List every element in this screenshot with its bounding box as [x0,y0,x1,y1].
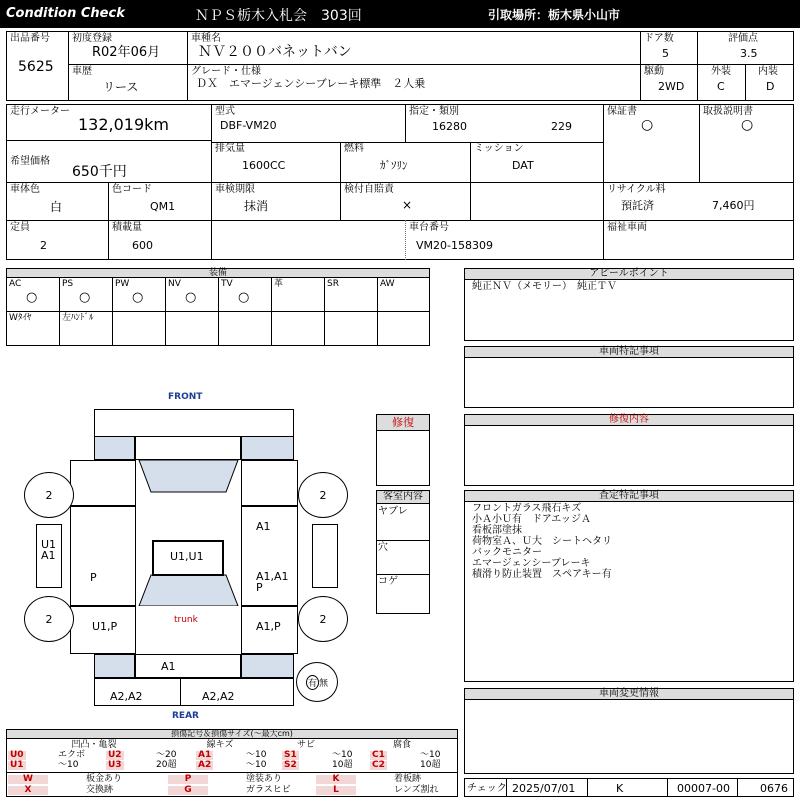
interior-label: 内装 [758,66,778,77]
hood [135,436,241,460]
legend-meaning: 〜10 [420,750,441,760]
equipment-value: ○ [79,290,91,305]
recycle-status: 預託済 [621,199,654,212]
mission-label: ミッション [474,143,524,154]
change-info-section [464,688,794,774]
equipment-label: NV [168,279,181,289]
inspection-note-line: バックモニター [472,547,542,558]
category: 229 [551,120,572,133]
legend-meaning: 〜10 [332,750,353,760]
displacement: 1600CC [242,159,286,172]
spare-yes: 有 [306,675,319,690]
exterior: C [717,80,725,93]
exterior-label: 外装 [711,66,731,77]
footer-number: 0676 [760,782,788,795]
equipment-label: TV [221,279,233,289]
equipment-value: ○ [185,290,197,305]
equipment-label: AW [380,279,395,289]
legend-title: 損傷記号＆損傷サイズ(〜最大cm) [6,729,458,739]
check-date: 2025/07/01 [512,782,576,795]
mileage-label: 走行メーター [10,106,70,117]
doors-label: ドア数 [644,33,674,44]
fuel-label: 燃料 [344,143,364,154]
type: DBF-VM20 [220,119,277,132]
color: 白 [50,200,63,214]
equipment-extra: 左ﾊﾝﾄﾞﾙ [62,313,94,323]
history: リース [103,80,139,94]
pickup-location: 引取場所：栃木県小山市 [488,8,621,22]
legend-code: L [316,786,356,795]
rear-label: REAR [172,711,199,721]
designation: 16280 [432,120,467,133]
right-mirror-box [312,524,338,588]
legend-group: 線キズ [206,740,234,750]
taillight-left [94,654,135,678]
legend-code: G [168,786,208,795]
legend-meaning: 〜10 [246,750,267,760]
mark-right-rear: A1,P [256,620,281,633]
tire-rear-left: 2 [24,596,74,642]
form-title: Condition Check [6,6,125,21]
taillight-right [241,654,294,678]
legend-meaning: 着板跡 [394,774,422,784]
check-label: チェック [467,783,507,794]
equipment-label: PW [115,279,130,289]
cabin-title: 客室内容 [376,490,430,504]
tire-front-left: 2 [24,472,74,518]
equipment-value: ○ [26,290,38,305]
first-reg: R02年06月 [92,45,161,60]
legend-group: サビ [296,740,315,750]
back-door [135,654,241,678]
auction-name: ＮＰＳ栃木入札会 303回 [195,8,362,24]
drive: 2WD [658,80,685,93]
legend-meaning: 10超 [420,760,441,770]
headlight-right [241,436,294,460]
cabin-hole: 穴 [378,542,388,553]
lot-no: 5625 [18,59,54,75]
warranty: ○ [641,117,654,133]
equipment-value: ○ [238,290,250,305]
tire-rear-right: 2 [298,596,348,642]
mark-left-rear: U1,P [92,620,118,633]
legend-meaning: 交換跡 [86,785,114,795]
price-label: 希望価格 [10,156,50,167]
load-label: 積載量 [112,222,142,233]
left-fender [70,460,136,506]
inspector: K [616,782,624,795]
inspection-note-line: エマージェンシーブレーキ [472,558,591,569]
legend-code: U0 [10,750,24,760]
legend-code: S1 [284,750,297,760]
legend-code: K [316,775,356,784]
left-doors [70,506,136,606]
inspection-note-line: 看板部塗抹 [472,525,522,536]
color-code-label: 色コード [112,184,152,195]
tire-front-right: 2 [298,472,348,518]
legend-code: U2 [108,750,122,760]
spare-no: 無 [319,678,329,689]
mileage: 132,019km [78,115,170,134]
model-name-label: 車種名 [191,33,221,44]
repair-title: 修復 [376,414,430,431]
legend-code: S2 [284,760,297,770]
doors: 5 [662,47,669,60]
mark-right-mid: A1,A1 P [256,570,289,594]
inspection-note-line: 積滑り防止装置 スペアキー有 [472,569,612,580]
footer-code: 00007-00 [677,782,730,795]
legend-meaning: 〜20 [156,750,177,760]
legend-code: X [8,786,48,795]
legend-meaning: 〜10 [58,760,79,770]
legend-meaning: 塗装あり [246,774,283,784]
legend-code: W [8,775,48,784]
roof-windshield-diagram [136,460,241,606]
inspection-note-line: 荷物室Ａ、Ｕ大 シートヘタリ [472,536,612,547]
inspection-notes-title: 査定特記事項 [464,490,794,502]
lot-no-label: 出品番号 [10,33,50,44]
grade: ＤＸ エマージェンシーブレーキ標準 ２人乗 [196,77,426,90]
front-bumper [94,409,294,437]
mark-right-front: A1 [256,520,271,533]
legend-meaning: 〜10 [246,760,267,770]
fuel: ｶﾞｿﾘﾝ [380,159,408,172]
legend-code: C2 [372,760,385,770]
inspection-label: 車検期限 [215,184,255,195]
legend-code: C1 [372,750,385,760]
score-label: 評価点 [728,33,758,44]
spare-tire-indicator [296,662,338,702]
tax-label: 検付自賠責 [344,184,394,195]
mark-left-mid: P [90,571,97,584]
legend-meaning: ガラスヒビ [246,785,291,795]
welfare-label: 福祉車両 [607,222,647,233]
mark-bumper-right: A2,A2 [202,690,235,703]
legend-meaning: エクボ [58,750,86,760]
equipment-label: SR [327,279,339,289]
color-code: QM1 [150,200,176,213]
interior: D [766,80,775,93]
load: 600 [132,239,153,252]
manual: ○ [741,117,754,133]
change-info-title: 車両変更情報 [464,688,794,700]
mark-rear: A1 [161,660,176,673]
legend-code: A2 [198,760,212,770]
equipment-extra: Wﾀｲﾔ [9,313,32,323]
appeal-title: アピールポイント [464,268,794,280]
model-name: ＮＶ２００バネットバン [198,44,352,60]
repair-content-title: 修復内容 [464,414,794,426]
special-title: 車両特記事項 [464,346,794,358]
equipment-label: PS [62,279,74,289]
mission: DAT [512,159,534,172]
capacity: 2 [40,239,47,252]
legend-meaning: 10超 [332,760,353,770]
mark-roof: U1,U1 [170,550,204,563]
mark-bumper-left: A2,A2 [110,690,143,703]
right-fender [241,460,298,506]
type-label: 型式 [215,106,235,117]
designation-label: 指定・類別 [409,106,459,117]
legend-code: U3 [108,760,122,770]
price: 650千円 [72,164,127,180]
chassis: VM20-158309 [416,239,493,252]
equipment-label: AC [9,279,22,289]
appeal-text: 純正ＮＶ（メモリー） 純正ＴＶ [472,281,617,292]
legend-meaning: レンズ割れ [394,785,439,795]
score: 3.5 [740,47,758,60]
headlight-left [94,436,135,460]
inspection-notes [472,503,612,580]
legend-code: P [168,775,208,784]
legend-code: A1 [198,750,212,760]
inspection-note-line: 小Ａ小Ｕ有 ドアエッジＡ [472,514,591,525]
legend-group: 腐食 [392,740,411,750]
capacity-label: 定員 [10,222,30,233]
cabin-tear: ヤブレ [378,506,408,517]
manual-label: 取扱説明書 [703,106,753,117]
front-label: FRONT [168,392,203,402]
inspection: 抹消 [244,199,269,213]
legend-code: U1 [10,760,24,770]
equipment-label: 革 [274,279,284,289]
history-label: 車歴 [72,66,92,77]
displacement-label: 排気量 [215,143,245,154]
mark-left-side: U1 A1 [41,538,57,562]
drive-label: 駆動 [644,66,664,77]
legend-meaning: 板金あり [86,774,123,784]
cabin-burn: コゲ [378,576,398,587]
equipment-title: 装備 [6,268,430,278]
inspection-note-line: フロントガラス飛石キズ [472,503,582,514]
trunk-label: trunk [174,615,198,625]
tax: × [402,198,413,212]
chassis-label: 車台番号 [409,222,449,233]
grade-label: グレード・仕様 [191,66,261,77]
warranty-label: 保証書 [607,106,637,117]
legend-group: 凹凸・亀裂 [71,740,117,750]
header-bar [0,0,800,28]
equipment-value: ○ [132,290,144,305]
color-label: 車体色 [10,184,40,195]
recycle-label: リサイクル料 [607,184,666,195]
legend-meaning: 20超 [156,760,177,770]
recycle-amount: 7,460円 [712,199,755,212]
first-reg-label: 初度登録 [72,33,112,44]
